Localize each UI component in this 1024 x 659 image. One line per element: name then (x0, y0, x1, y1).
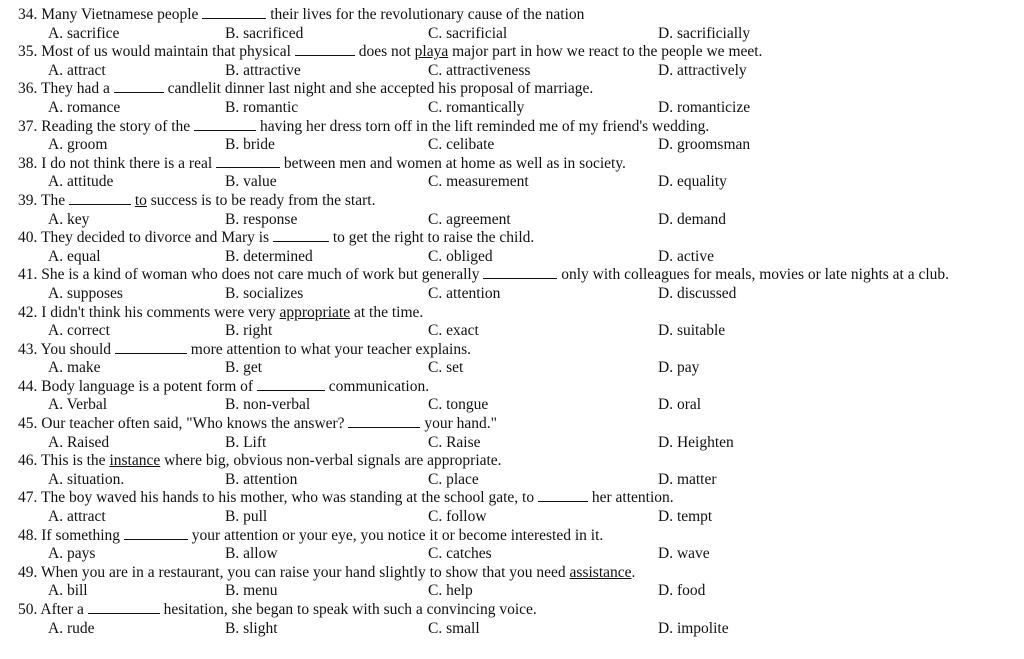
answer-option[interactable]: D. groomsman (658, 136, 751, 154)
question-item (18, 564, 1024, 601)
question-stem (18, 192, 1024, 211)
stem-text: 48. If something (18, 526, 124, 544)
answer-option[interactable]: D. demand (658, 210, 727, 228)
question-stem (18, 527, 1024, 546)
answer-option[interactable]: B. bride (225, 136, 275, 154)
answer-option[interactable]: C. tongue (428, 396, 489, 414)
answer-option[interactable]: D. equality (658, 173, 727, 191)
answer-option[interactable]: C. exact (428, 322, 479, 340)
answer-option[interactable]: D. pay (658, 359, 700, 377)
options-row (18, 434, 1024, 453)
options-row (18, 211, 1024, 230)
answer-option[interactable]: A. sacrifice (48, 24, 120, 42)
answer-option[interactable]: A. Verbal (48, 396, 108, 414)
options-row (18, 471, 1024, 490)
answer-option[interactable]: D. attractively (658, 61, 747, 79)
answer-option[interactable]: A. attitude (48, 173, 114, 191)
answer-blank (257, 378, 325, 391)
answer-option[interactable]: A. situation. (48, 470, 125, 488)
underlined-word: instance (109, 452, 161, 470)
stem-text: . (631, 563, 636, 581)
stem-text: 38. I do not think there is a real (18, 154, 217, 172)
answer-option[interactable]: C. celibate (428, 136, 495, 154)
stem-text: 36. They had a (18, 80, 114, 98)
stem-text: 49. When you are in a restaurant, you can raise your hand slightly to show that you need (18, 563, 570, 581)
answer-option[interactable]: D. active (658, 247, 714, 265)
answer-option[interactable]: A. equal (48, 247, 101, 265)
options-row (18, 508, 1024, 527)
question-stem (18, 80, 1024, 99)
underlined-word: appropriate (279, 303, 351, 321)
answer-blank (483, 266, 557, 279)
question-item (18, 192, 1024, 229)
options-row (18, 99, 1024, 118)
stem-text: communication. (324, 377, 430, 395)
answer-blank (69, 192, 131, 205)
question-item (18, 452, 1024, 489)
question-stem (18, 6, 1024, 25)
answer-option[interactable]: C. place (428, 470, 479, 488)
stem-text: your attention or your eye, you notice it or become interested in it. (187, 526, 604, 544)
stem-text: your hand." (420, 415, 497, 433)
stem-text: to get the right to raise the child. (328, 229, 535, 247)
answer-option[interactable]: D. romanticize (658, 98, 751, 116)
options-row (18, 248, 1024, 267)
stem-text: 45. Our teacher often said, "Who knows the answer? (18, 415, 349, 433)
answer-option[interactable]: D. Heighten (658, 433, 734, 451)
question-stem (18, 452, 1024, 471)
question-stem (18, 118, 1024, 137)
answer-option[interactable]: B. value (225, 173, 277, 191)
stem-text: 35. Most of us would maintain that physical (18, 43, 295, 61)
answer-option[interactable]: B. Lift (225, 433, 267, 451)
stem-text: success is to be ready from the start. (146, 191, 376, 209)
question-item (18, 43, 1024, 80)
stem-text: where big, obvious non-verbal signals are appropriate. (160, 452, 502, 470)
answer-option[interactable]: A. attract (48, 61, 106, 79)
answer-option[interactable]: B. romantic (225, 98, 299, 116)
answer-option[interactable]: B. response (225, 210, 298, 228)
answer-blank (295, 43, 355, 56)
stem-text: 41. She is a kind of woman who does not care much of work but generally (18, 266, 484, 284)
underlined-word: assistance (569, 563, 632, 581)
answer-option[interactable]: D. discussed (658, 284, 737, 302)
answer-option[interactable]: C. measurement (428, 173, 529, 191)
stem-text: between men and women at home as well as in society. (280, 154, 626, 172)
answer-option[interactable]: A. supposes (48, 284, 123, 302)
answer-option[interactable]: C. romantically (428, 98, 525, 116)
underlined-word: playa (414, 43, 449, 61)
answer-option[interactable]: B. menu (225, 582, 278, 600)
stem-text: does not (354, 43, 415, 61)
answer-option[interactable]: B. attention (225, 470, 298, 488)
answer-option[interactable]: D. impolite (658, 619, 729, 637)
answer-blank (88, 601, 160, 614)
stem-text: 50. After a (18, 601, 88, 618)
options-row (18, 25, 1024, 44)
answer-option[interactable]: A. attract (48, 508, 106, 526)
answer-option[interactable]: D. sacrificially (658, 24, 751, 42)
answer-blank (194, 118, 256, 131)
answer-option[interactable]: C. catches (428, 545, 492, 563)
answer-option[interactable]: D. wave (658, 545, 710, 563)
options-row (18, 582, 1024, 601)
stem-text: 40. They decided to divorce and Mary is (18, 229, 273, 247)
question-item (18, 527, 1024, 564)
answer-blank (348, 415, 420, 428)
answer-blank (216, 155, 280, 168)
answer-option[interactable]: B. get (225, 359, 263, 377)
underlined-word: to (134, 191, 147, 209)
answer-option[interactable]: D. food (658, 582, 706, 600)
stem-text: candlelit dinner last night and she accepted his proposal of marriage. (163, 80, 594, 98)
answer-option[interactable]: D. tempt (658, 508, 713, 526)
question-item (18, 118, 1024, 155)
answer-option[interactable]: C. help (428, 582, 473, 600)
answer-option[interactable]: C. attention (428, 284, 501, 302)
stem-text: major part in how we react to the people we meet. (448, 43, 763, 61)
stem-text: at the time. (350, 303, 424, 321)
options-row (18, 396, 1024, 415)
question-item (18, 6, 1024, 43)
options-row (18, 173, 1024, 192)
answer-option[interactable]: A. bill (48, 582, 88, 600)
answer-option[interactable]: A. make (48, 359, 101, 377)
options-row (18, 136, 1024, 155)
answer-blank (124, 527, 188, 540)
answer-option[interactable]: D. matter (658, 470, 717, 488)
question-item (18, 378, 1024, 415)
answer-option[interactable]: D. oral (658, 396, 702, 414)
stem-text: 46. This is the (18, 452, 110, 470)
stem-text: 44. Body language is a potent form of (18, 377, 257, 395)
answer-option[interactable]: A. correct (48, 322, 110, 340)
question-item (18, 304, 1024, 341)
question-stem (18, 378, 1024, 397)
options-row (18, 545, 1024, 564)
question-stem (18, 304, 1024, 323)
answer-option[interactable]: B. pull (225, 508, 268, 526)
answer-option[interactable]: C. set (428, 359, 464, 377)
question-item (18, 415, 1024, 452)
stem-text: more attention to what your teacher explains. (186, 340, 471, 358)
answer-option[interactable]: A. rude (48, 619, 95, 637)
options-row (18, 322, 1024, 341)
answer-blank (273, 229, 329, 242)
answer-option[interactable]: B. right (225, 322, 273, 340)
question-stem (18, 155, 1024, 174)
question-stem (18, 43, 1024, 62)
answer-option[interactable]: A. groom (48, 136, 108, 154)
stem-text: her attention. (587, 489, 674, 507)
answer-blank (202, 6, 266, 19)
stem-text: their lives for the revolutionary cause of the nation (266, 6, 585, 23)
stem-text: 34. Many Vietnamese people (18, 6, 203, 23)
answer-blank (114, 80, 164, 93)
stem-text: having her dress torn off in the lift reminded me of my friend's wedding. (256, 117, 710, 135)
stem-text: 39. The (18, 191, 69, 209)
options-row (18, 62, 1024, 81)
answer-option[interactable]: C. sacrificial (428, 24, 508, 42)
question-item (18, 341, 1024, 378)
options-row (18, 359, 1024, 378)
answer-option[interactable]: B. slight (225, 619, 278, 637)
answer-option[interactable]: C. follow (428, 508, 487, 526)
answer-option[interactable]: B. non-verbal (225, 396, 311, 414)
answer-option[interactable]: A. romance (48, 98, 121, 116)
options-row (18, 620, 1024, 639)
question-stem (18, 415, 1024, 434)
question-stem (18, 601, 1024, 620)
answer-option[interactable]: B. allow (225, 545, 278, 563)
stem-text: hesitation, she began to speak with such a convincing voice. (159, 601, 537, 618)
question-stem (18, 229, 1024, 248)
stem-text: 43. You should (18, 340, 115, 358)
answer-option[interactable]: C. agreement (428, 210, 511, 228)
answer-option[interactable]: C. small (428, 619, 480, 637)
stem-text: 37. Reading the story of the (18, 117, 195, 135)
answer-blank (115, 341, 187, 354)
question-stem (18, 266, 1018, 285)
question-item (18, 80, 1024, 117)
question-item (18, 601, 1024, 638)
answer-option[interactable]: B. sacrificed (225, 24, 304, 42)
answer-option[interactable]: B. determined (225, 247, 313, 265)
stem-text: 42. I didn't think his comments were very (18, 303, 280, 321)
answer-option[interactable]: C. attractiveness (428, 61, 531, 79)
stem-text: 47. The boy waved his hands to his mother, who was standing at the school gate, to (18, 489, 538, 507)
question-stem (18, 341, 1024, 360)
answer-option[interactable]: A. key (48, 210, 90, 228)
answer-option[interactable]: B. socializes (225, 284, 304, 302)
answer-option[interactable]: D. suitable (658, 322, 726, 340)
answer-option[interactable]: C. obliged (428, 247, 493, 265)
question-stem (18, 489, 1024, 508)
answer-option[interactable]: A. Raised (48, 433, 110, 451)
question-item (18, 266, 1024, 303)
question-item (18, 155, 1024, 192)
question-item (18, 489, 1024, 526)
answer-option[interactable]: B. attractive (225, 61, 301, 79)
question-stem (18, 564, 1024, 583)
stem-text: only with colleagues for meals, movies or late nights at a club. (557, 266, 950, 284)
question-item (18, 229, 1024, 266)
options-row (18, 285, 1024, 304)
answer-option[interactable]: A. pays (48, 545, 96, 563)
answer-option[interactable]: C. Raise (428, 433, 481, 451)
answer-blank (538, 489, 588, 502)
